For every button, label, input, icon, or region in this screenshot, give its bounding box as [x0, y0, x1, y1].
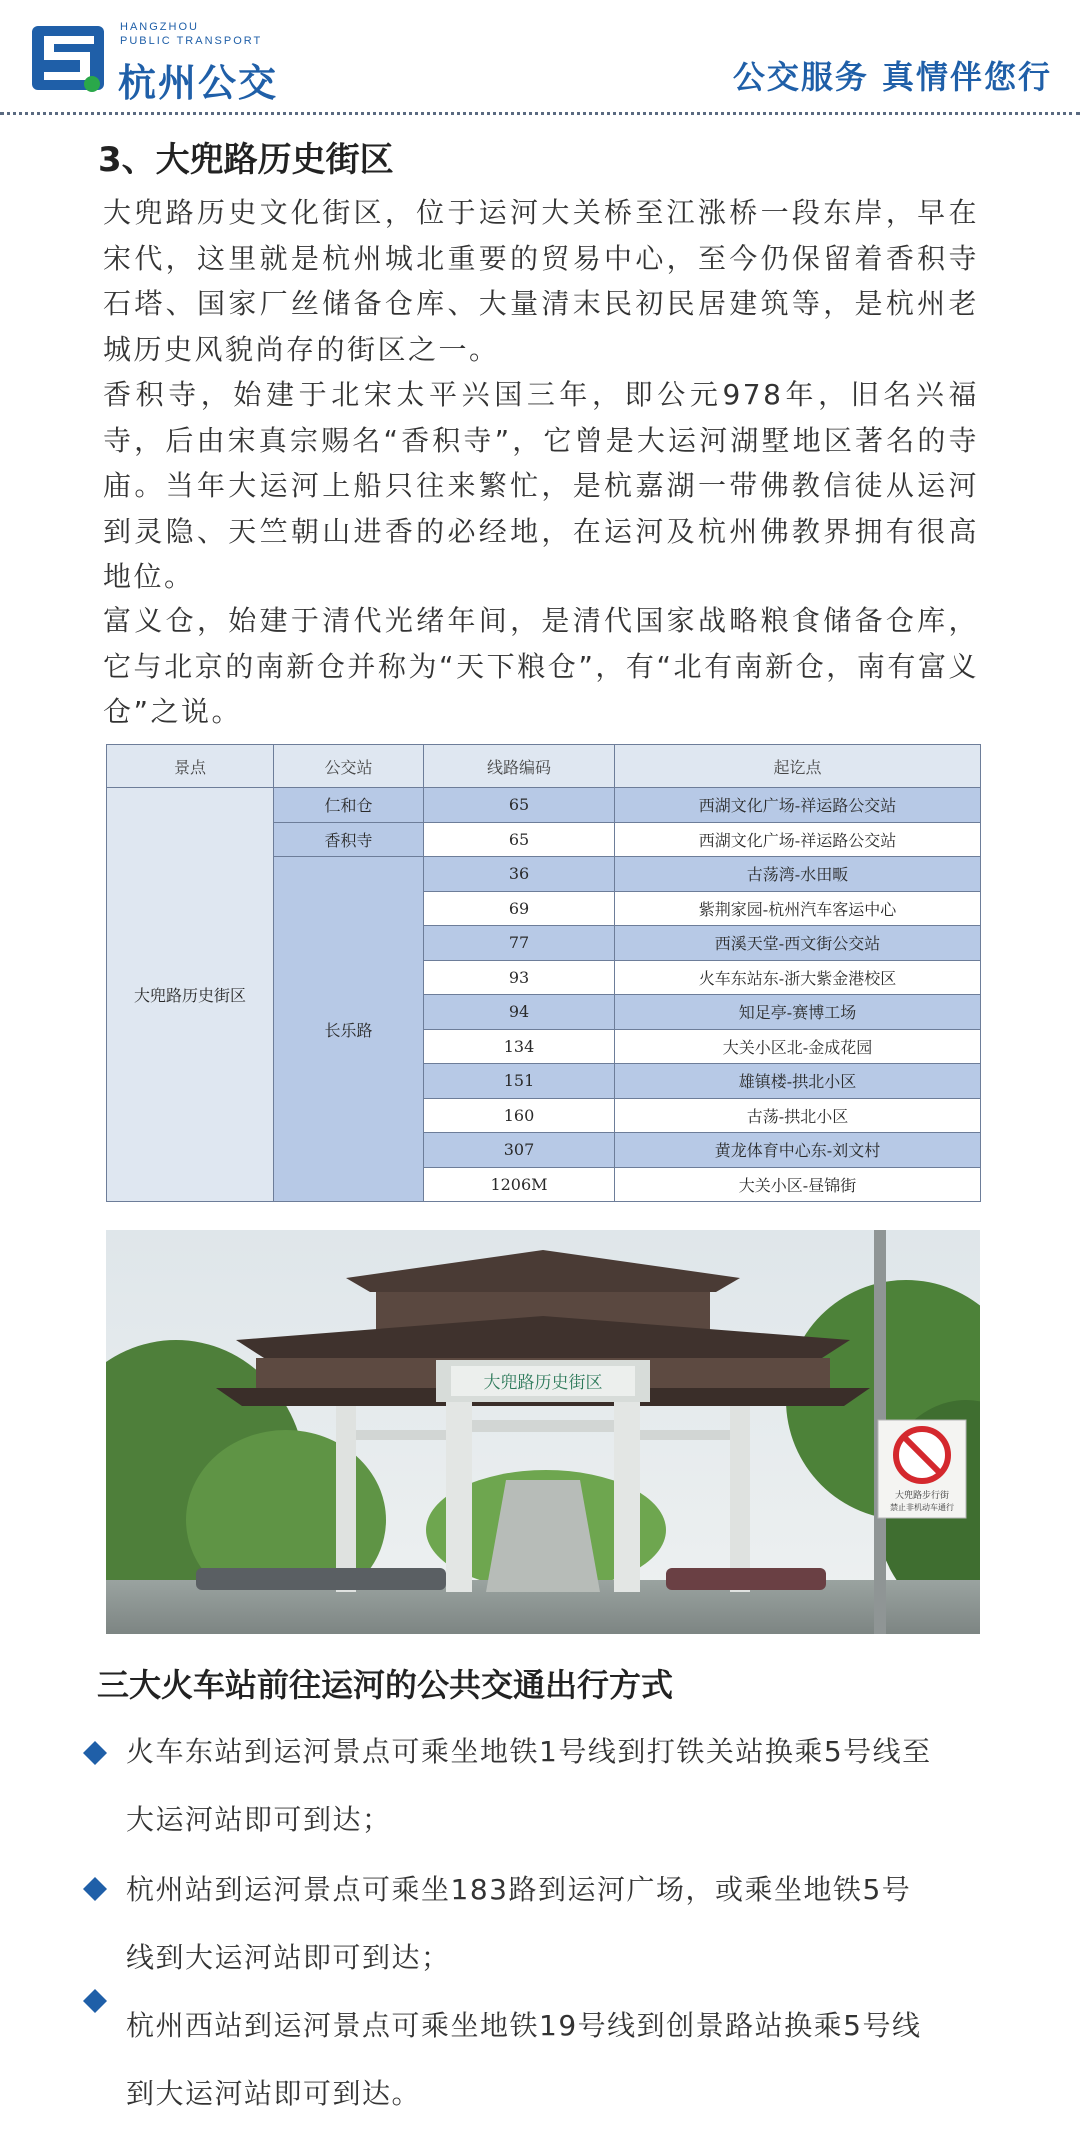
dadoulu-gate-photo	[106, 1230, 980, 1634]
endpoints-cell: 西湖文化广场-祥运路公交站	[615, 822, 981, 857]
table-row	[107, 788, 981, 823]
transport-item-line: 火车东站到运河景点可乘坐地铁1号线到打铁关站换乘5号线至	[126, 1735, 932, 1768]
endpoints-cell: 古荡湾-水田畈	[615, 857, 981, 892]
transport-item-line: 杭州西站到运河景点可乘坐地铁19号线到创景路站换乘5号线	[126, 2009, 922, 2042]
route-cell: 93	[424, 960, 615, 995]
transport-item-line: 大运河站即可到达；	[126, 1803, 392, 1836]
transport-title: 三大火车站前往运河的公共交通出行方式	[97, 1666, 674, 1704]
endpoints-cell: 火车东站东-浙大紫金港校区	[615, 960, 981, 995]
header-route: 线路编码	[424, 745, 615, 788]
route-cell: 77	[424, 926, 615, 961]
route-cell: 160	[424, 1098, 615, 1133]
route-cell: 151	[424, 1064, 615, 1099]
route-cell: 1206M	[424, 1167, 615, 1202]
transport-item-line: 杭州站到运河景点可乘坐183路到运河广场，或乘坐地铁5号	[126, 1873, 912, 1906]
route-cell: 69	[424, 891, 615, 926]
endpoints-cell: 西溪天堂-西文街公交站	[615, 926, 981, 961]
no-bike-sign-line1: 大兜路步行街	[894, 1491, 950, 1501]
header-scenic: 景点	[107, 745, 274, 788]
logo-en-line1: HANGZHOU	[120, 21, 199, 33]
route-cell: 307	[424, 1133, 615, 1168]
route-cell: 94	[424, 995, 615, 1030]
transport-item-line: 线到大运河站即可到达；	[126, 1941, 451, 1974]
endpoints-cell: 雄镇楼-拱北小区	[615, 1064, 981, 1099]
bus-route-table	[106, 744, 981, 1202]
transport-item-east-station	[126, 1718, 1006, 1854]
stop-cell: 香积寺	[274, 822, 424, 857]
paragraph-fuyi-granary: 富义仓，始建于清代光绪年间，是清代国家战略粮食储备仓库，它与北京的南新仓并称为“天下粮仓”，有“北有南新仓，南有富义仓”之说。	[103, 604, 979, 728]
route-cell: 65	[424, 788, 615, 823]
endpoints-cell: 大关小区北-金成花园	[615, 1029, 981, 1064]
diamond-bullet-icon	[82, 1876, 108, 1902]
stop-cell: 长乐路	[274, 857, 424, 1202]
stop-cell: 仁和仓	[274, 788, 424, 823]
transport-item-west-station	[126, 1992, 1006, 2128]
endpoints-cell: 知足亭-赛博工场	[615, 995, 981, 1030]
endpoints-cell: 大关小区-昼锦街	[615, 1167, 981, 1202]
endpoints-cell: 西湖文化广场-祥运路公交站	[615, 788, 981, 823]
route-cell: 36	[424, 857, 615, 892]
endpoints-cell: 紫荆家园-杭州汽车客运中心	[615, 891, 981, 926]
logo-en-line2: PUBLIC TRANSPORT	[120, 35, 263, 47]
header	[0, 0, 1080, 112]
paragraph-dadoulu: 大兜路历史文化街区，位于运河大关桥至江涨桥一段东岸，早在宋代，这里就是杭州城北重要的贸易中心，至今仍保留着香积寺石塔、国家厂丝储备仓库、大量清末民初民居建筑等，是杭州老城历史风貌尚存的街区之一。	[103, 196, 979, 366]
section-title: 3、大兜路历史街区	[98, 140, 394, 180]
header-divider	[0, 112, 1080, 115]
paragraph-xiangji-temple: 香积寺，始建于北宋太平兴国三年，即公元978年，旧名兴福寺，后由宋真宗赐名“香积寺”，它曾是大运河湖墅地区著名的寺庙。当年大运河上船只往来繁忙，是杭嘉湖一带佛教信徒从运河到灵隐、天竺朝山进香的必经地，在运河及杭州佛教界拥有很高地位。	[103, 378, 979, 593]
slogan: 公交服务 真情伴您行	[732, 58, 1052, 96]
no-bike-sign-line2: 禁止非机动车通行	[890, 1503, 954, 1512]
endpoints-cell: 古荡-拱北小区	[615, 1098, 981, 1133]
scenic-cell: 大兜路历史街区	[107, 788, 274, 1202]
transport-item-line: 到大运河站即可到达。	[126, 2077, 422, 2110]
transport-item-hangzhou-station	[126, 1856, 1006, 1992]
table-header-row	[107, 745, 981, 788]
route-cell: 65	[424, 822, 615, 857]
route-cell: 134	[424, 1029, 615, 1064]
endpoints-cell: 黄龙体育中心东-刘文村	[615, 1133, 981, 1168]
diamond-bullet-icon	[82, 1740, 108, 1766]
gate-plaque-text: 大兜路历史街区	[483, 1373, 603, 1393]
logo-english-text	[120, 20, 262, 48]
logo-chinese-text: 杭州公交	[118, 61, 279, 105]
diamond-bullet-icon	[82, 1988, 108, 2014]
hangzhou-bus-logo-icon	[32, 22, 104, 94]
header-stop: 公交站	[274, 745, 424, 788]
header-endpoints: 起讫点	[615, 745, 981, 788]
